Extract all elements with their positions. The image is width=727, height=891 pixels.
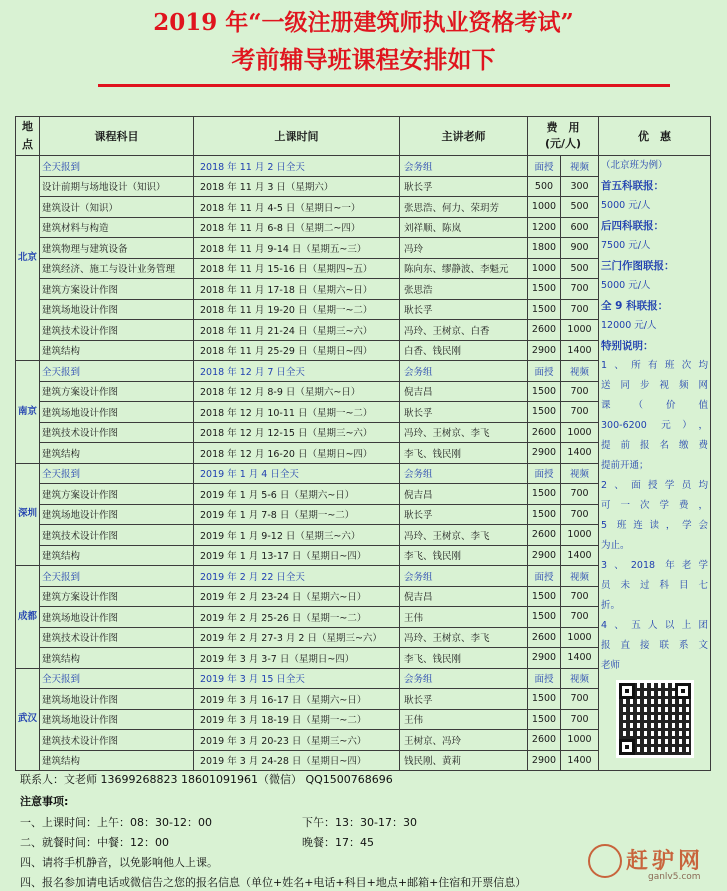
location-cell: 武汉 (16, 668, 40, 771)
fee-onsite-cell: 面授 (528, 566, 561, 587)
time-cell: 2018 年 12 月 12-15 日（星期三~六） (194, 422, 400, 443)
header-fee (528, 117, 599, 156)
fee-onsite-cell: 1500 (528, 381, 561, 402)
fee-video-cell: 1400 (561, 750, 599, 771)
fee-onsite-cell: 2900 (528, 443, 561, 464)
fee-video-cell: 1400 (561, 545, 599, 566)
time-cell: 2019 年 1 月 4 日全天 (194, 463, 400, 484)
teacher-cell: 会务组 (400, 156, 528, 177)
fee-video-cell: 1400 (561, 443, 599, 464)
qr-corner-icon (619, 739, 635, 755)
subject-cell: 建筑技术设计作图 (40, 525, 194, 546)
discount-notes (599, 156, 711, 771)
subject-cell: 建筑结构 (40, 648, 194, 669)
time-cell: 2018 年 11 月 17-18 日（星期六~日） (194, 279, 400, 300)
logo-url: ganlv5.com (648, 872, 701, 882)
subject-cell: 建筑物理与建筑设备 (40, 238, 194, 259)
note-five-price: 5000 元/人 (601, 200, 651, 211)
notice-title: 注意事项: (20, 795, 69, 808)
fee-onsite-cell: 2600 (528, 627, 561, 648)
teacher-cell: 白香、钱民刚 (400, 340, 528, 361)
time-cell: 2019 年 3 月 15 日全天 (194, 668, 400, 689)
header-loc: 地点 (16, 117, 40, 156)
note-n1-line: 提前报名缴费 (601, 440, 709, 451)
time-cell: 2018 年 11 月 19-20 日（星期一~二） (194, 299, 400, 320)
subject-cell: 建筑设计（知识） (40, 197, 194, 218)
teacher-cell: 钱民刚、黄莉 (400, 750, 528, 771)
teacher-cell: 王树京、冯玲 (400, 730, 528, 751)
fee-onsite-cell: 1500 (528, 586, 561, 607)
fee-onsite-cell: 2600 (528, 422, 561, 443)
teacher-cell: 王伟 (400, 607, 528, 628)
fee-onsite-cell: 2900 (528, 545, 561, 566)
note-three-label: 三门作图联报： (601, 260, 675, 272)
note-n1-line: 300-6200 元）， (601, 420, 709, 431)
donkey-icon (588, 844, 622, 878)
fee-onsite-cell: 1000 (528, 258, 561, 279)
fee-video-cell: 视频 (561, 361, 599, 382)
note-special-title: 特别说明： (601, 340, 654, 352)
fee-onsite-cell: 1500 (528, 402, 561, 423)
teacher-cell: 耿长孚 (400, 689, 528, 710)
time-cell: 2019 年 1 月 5-6 日（星期六~日） (194, 484, 400, 505)
note-n1-line: 送同步视频网 (601, 380, 709, 391)
note-n2-line: 5 班连读，学会 (601, 520, 709, 531)
subject-cell: 建筑方案设计作图 (40, 586, 194, 607)
table-header-row (16, 117, 711, 156)
subject-cell: 建筑场地设计作图 (40, 689, 194, 710)
note-n4-line: 4、五人以上团 (601, 620, 709, 631)
time-cell: 2019 年 3 月 3-7 日（星期日~四） (194, 648, 400, 669)
teacher-cell: 耿长孚 (400, 504, 528, 525)
fee-video-cell: 700 (561, 607, 599, 628)
teacher-cell: 耿长孚 (400, 176, 528, 197)
time-cell: 2019 年 1 月 9-12 日（星期三~六） (194, 525, 400, 546)
title-line-1: 2019 年“一级注册建筑师执业资格考试” (153, 9, 574, 36)
location-cell: 成都 (16, 566, 40, 669)
fee-onsite-cell: 1800 (528, 238, 561, 259)
teacher-cell: 陈向东、缪静波、李魁元 (400, 258, 528, 279)
teacher-cell: 耿长孚 (400, 402, 528, 423)
fee-video-cell: 600 (561, 217, 599, 238)
teacher-cell: 会务组 (400, 566, 528, 587)
time-cell: 2018 年 12 月 16-20 日（星期日~四） (194, 443, 400, 464)
teacher-cell: 李飞、钱民刚 (400, 443, 528, 464)
fee-video-cell: 1000 (561, 730, 599, 751)
fee-onsite-cell: 2600 (528, 320, 561, 341)
fee-onsite-cell: 1000 (528, 197, 561, 218)
subject-cell: 建筑场地设计作图 (40, 299, 194, 320)
teacher-cell: 倪吉昌 (400, 381, 528, 402)
subject-cell: 建筑技术设计作图 (40, 730, 194, 751)
note-n2-line: 为止。 (601, 540, 630, 551)
note-n1-line: 提前开通； (601, 460, 649, 471)
fee-onsite-cell: 2900 (528, 340, 561, 361)
teacher-cell: 耿长孚 (400, 299, 528, 320)
subject-cell: 建筑结构 (40, 340, 194, 361)
wechat-qr-code-icon (616, 680, 694, 758)
fee-onsite-cell: 1200 (528, 217, 561, 238)
note-nine-price: 12000 元/人 (601, 320, 657, 331)
time-cell: 2019 年 3 月 20-23 日（星期三~六） (194, 730, 400, 751)
fee-onsite-cell: 面授 (528, 156, 561, 177)
notice-line-2a: 二、就餐时间：中餐：12：00 (20, 836, 169, 849)
header-time: 上课时间 (194, 117, 400, 156)
time-cell: 2018 年 11 月 6-8 日（星期二~四） (194, 217, 400, 238)
header-subject: 课程科目 (40, 117, 194, 156)
fee-video-cell: 500 (561, 258, 599, 279)
header-fee-label: 费 用 (546, 121, 580, 134)
teacher-cell: 会务组 (400, 463, 528, 484)
subject-cell: 全天报到 (40, 463, 194, 484)
note-five-label: 首五科联报： (601, 180, 665, 192)
time-cell: 2018 年 11 月 21-24 日（星期三~六） (194, 320, 400, 341)
note-n3-line: 员未过科目七 (601, 580, 709, 591)
time-cell: 2018 年 12 月 8-9 日（星期六~日） (194, 381, 400, 402)
fee-onsite-cell: 面授 (528, 668, 561, 689)
fee-onsite-cell: 1500 (528, 709, 561, 730)
fee-video-cell: 700 (561, 279, 599, 300)
note-n4-line: 老师 (601, 660, 621, 671)
fee-video-cell: 视频 (561, 566, 599, 587)
subject-cell: 全天报到 (40, 361, 194, 382)
fee-video-cell: 700 (561, 709, 599, 730)
subject-cell: 建筑方案设计作图 (40, 484, 194, 505)
fee-video-cell: 700 (561, 504, 599, 525)
notice-line-4: 四、报名参加请电话或微信告之您的报名信息（单位+姓名+电话+科目+地点+邮箱+住宿和开票信息） (20, 876, 527, 889)
fee-video-cell: 700 (561, 402, 599, 423)
location-cell: 北京 (16, 156, 40, 361)
time-cell: 2019 年 2 月 22 日全天 (194, 566, 400, 587)
fee-video-cell: 700 (561, 689, 599, 710)
subject-cell: 建筑结构 (40, 545, 194, 566)
teacher-cell: 冯玲、王树京、李飞 (400, 525, 528, 546)
time-cell: 2018 年 11 月 9-14 日（星期五~三） (194, 238, 400, 259)
site-logo (586, 842, 721, 887)
teacher-cell: 王伟 (400, 709, 528, 730)
note-n3-line: 折。 (601, 600, 621, 611)
fee-video-cell: 1400 (561, 648, 599, 669)
fee-video-cell: 视频 (561, 463, 599, 484)
teacher-cell: 倪吉昌 (400, 586, 528, 607)
subject-cell: 设计前期与场地设计（知识） (40, 176, 194, 197)
notice-line-3: 四、请将手机静音，以免影响他人上课。 (20, 856, 218, 869)
note-n2-line: 可一次学费， (601, 500, 709, 511)
fee-onsite-cell: 2900 (528, 750, 561, 771)
subject-cell: 建筑场地设计作图 (40, 402, 194, 423)
note-n1-line: 课（价值 (601, 400, 709, 411)
fee-onsite-cell: 1500 (528, 607, 561, 628)
fee-onsite-cell: 面授 (528, 463, 561, 484)
fee-onsite-cell: 1500 (528, 279, 561, 300)
contact-line: 联系人：文老师 13699268823 18601091961（微信） QQ1500768696 (20, 773, 393, 786)
fee-onsite-cell: 1500 (528, 484, 561, 505)
subject-cell: 全天报到 (40, 566, 194, 587)
fee-video-cell: 视频 (561, 156, 599, 177)
fee-video-cell: 视频 (561, 668, 599, 689)
fee-onsite-cell: 1500 (528, 504, 561, 525)
note-n2-line: 2、面授学员均 (601, 480, 709, 491)
time-cell: 2018 年 11 月 25-29 日（星期日~四） (194, 340, 400, 361)
qr-corner-icon (619, 683, 635, 699)
time-cell: 2018 年 11 月 3 日（星期六） (194, 176, 400, 197)
fee-video-cell: 300 (561, 176, 599, 197)
time-cell: 2019 年 3 月 18-19 日（星期一~二） (194, 709, 400, 730)
schedule-table (15, 116, 711, 771)
qr-corner-icon (675, 683, 691, 699)
notice-line-2b: 晚餐：17：45 (302, 836, 374, 849)
subject-cell: 建筑场地设计作图 (40, 504, 194, 525)
teacher-cell: 冯玲 (400, 238, 528, 259)
fee-onsite-cell: 2600 (528, 525, 561, 546)
fee-video-cell: 700 (561, 381, 599, 402)
notice-line-1a: 一、上课时间：上午：08：30-12：00 (20, 816, 212, 829)
note-n3-line: 3、2018 年老学 (601, 560, 709, 571)
time-cell: 2018 年 11 月 15-16 日（星期四~五） (194, 258, 400, 279)
title-line-2: 考前辅导班课程安排如下 (231, 45, 496, 74)
teacher-cell: 会务组 (400, 361, 528, 382)
note-three-price: 5000 元/人 (601, 280, 651, 291)
header-teacher: 主讲老师 (400, 117, 528, 156)
subject-cell: 全天报到 (40, 668, 194, 689)
time-cell: 2019 年 1 月 7-8 日（星期一~二） (194, 504, 400, 525)
notice-line-1b: 下午：13：30-17：30 (302, 816, 417, 829)
teacher-cell: 倪吉昌 (400, 484, 528, 505)
fee-video-cell: 1000 (561, 525, 599, 546)
time-cell: 2018 年 11 月 4-5 日（星期日~一） (194, 197, 400, 218)
fee-onsite-cell: 1500 (528, 689, 561, 710)
teacher-cell: 冯玲、王树京、白香 (400, 320, 528, 341)
header-fee-unit: (元/人) (544, 137, 582, 150)
teacher-cell: 张思浩、何力、荣玥芳 (400, 197, 528, 218)
time-cell: 2019 年 2 月 27-3 月 2 日（星期三~六） (194, 627, 400, 648)
subject-cell: 建筑材料与构造 (40, 217, 194, 238)
fee-video-cell: 700 (561, 484, 599, 505)
teacher-cell: 李飞、钱民刚 (400, 648, 528, 669)
fee-video-cell: 900 (561, 238, 599, 259)
fee-video-cell: 700 (561, 586, 599, 607)
subject-cell: 建筑场地设计作图 (40, 709, 194, 730)
fee-video-cell: 500 (561, 197, 599, 218)
note-nine-label: 全 9 科联报： (601, 300, 669, 312)
fee-video-cell: 1000 (561, 320, 599, 341)
note-n4-line: 报直接联系文 (601, 640, 709, 651)
note-n1-line: 1、所有班次均 (601, 360, 709, 371)
note-four-price: 7500 元/人 (601, 240, 651, 251)
fee-onsite-cell: 1500 (528, 299, 561, 320)
fee-onsite-cell: 2600 (528, 730, 561, 751)
subject-cell: 建筑结构 (40, 750, 194, 771)
subject-cell: 建筑方案设计作图 (40, 381, 194, 402)
teacher-cell: 冯玲、王树京、李飞 (400, 627, 528, 648)
teacher-cell: 张思浩 (400, 279, 528, 300)
teacher-cell: 刘祥顺、陈岚 (400, 217, 528, 238)
note-four-label: 后四科联报： (601, 220, 665, 232)
teacher-cell: 冯玲、王树京、李飞 (400, 422, 528, 443)
subject-cell: 建筑技术设计作图 (40, 320, 194, 341)
fee-onsite-cell: 500 (528, 176, 561, 197)
time-cell: 2019 年 3 月 24-28 日（星期日~四） (194, 750, 400, 771)
fee-video-cell: 1400 (561, 340, 599, 361)
header-discount: 优 惠 (599, 117, 711, 156)
location-cell: 南京 (16, 361, 40, 464)
teacher-cell: 李飞、钱民刚 (400, 545, 528, 566)
subject-cell: 建筑场地设计作图 (40, 607, 194, 628)
time-cell: 2018 年 12 月 10-11 日（星期一~二） (194, 402, 400, 423)
teacher-cell: 会务组 (400, 668, 528, 689)
note-example: （北京班为例） (601, 160, 668, 171)
time-cell: 2019 年 2 月 23-24 日（星期六~日） (194, 586, 400, 607)
subject-cell: 建筑方案设计作图 (40, 279, 194, 300)
time-cell: 2019 年 1 月 13-17 日（星期日~四） (194, 545, 400, 566)
logo-text: 赶驴网 (626, 849, 705, 874)
subject-cell: 建筑经济、施工与设计业务管理 (40, 258, 194, 279)
time-cell: 2019 年 2 月 25-26 日（星期一~二） (194, 607, 400, 628)
subject-cell: 建筑结构 (40, 443, 194, 464)
location-cell: 深圳 (16, 463, 40, 566)
fee-onsite-cell: 2900 (528, 648, 561, 669)
title-divider (98, 84, 670, 87)
subject-cell: 建筑技术设计作图 (40, 422, 194, 443)
fee-video-cell: 700 (561, 299, 599, 320)
fee-onsite-cell: 面授 (528, 361, 561, 382)
time-cell: 2018 年 12 月 7 日全天 (194, 361, 400, 382)
time-cell: 2019 年 3 月 16-17 日（星期六~日） (194, 689, 400, 710)
subject-cell: 建筑技术设计作图 (40, 627, 194, 648)
fee-video-cell: 1000 (561, 627, 599, 648)
time-cell: 2018 年 11 月 2 日全天 (194, 156, 400, 177)
subject-cell: 全天报到 (40, 156, 194, 177)
registration-row (16, 156, 711, 177)
fee-video-cell: 1000 (561, 422, 599, 443)
